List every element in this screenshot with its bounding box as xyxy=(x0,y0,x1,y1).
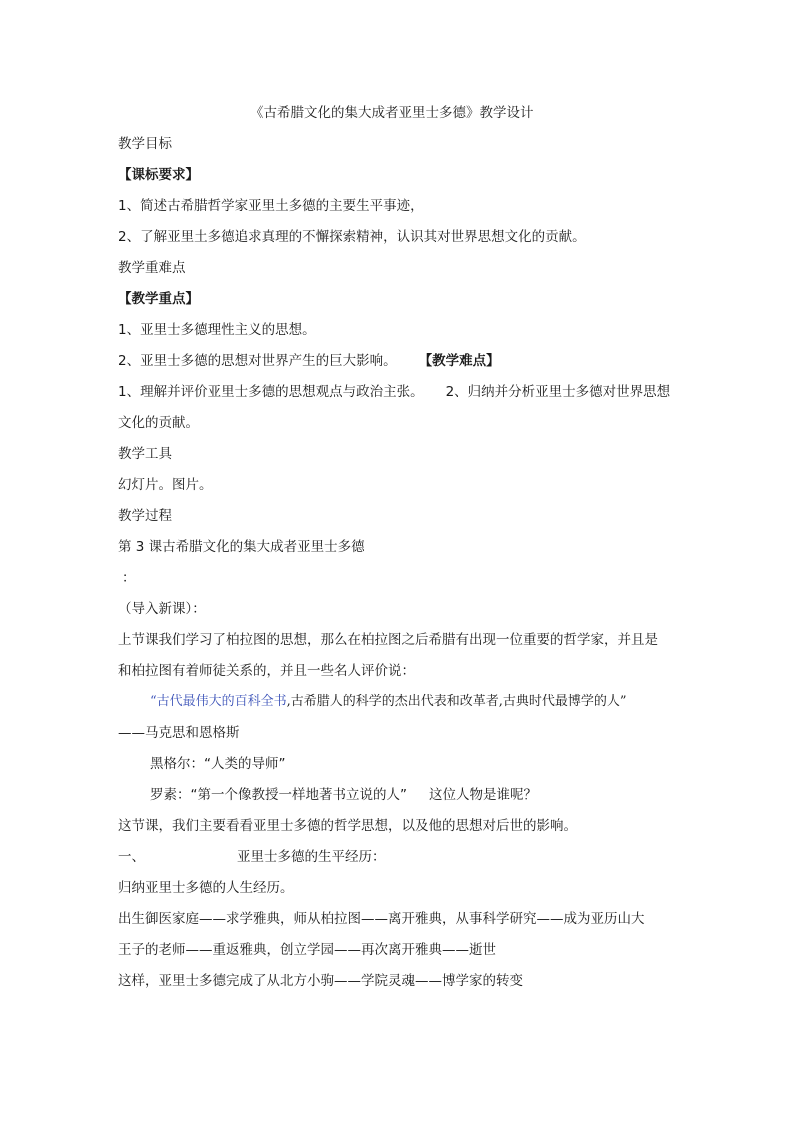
russell-quote-row xyxy=(150,786,537,804)
difficulty-heading: 【教学难点】 xyxy=(418,353,500,369)
tools-text: 幻灯片。图片。 xyxy=(118,477,213,493)
section-number: 一、 xyxy=(118,849,145,865)
section-heading xyxy=(118,848,386,866)
keypoints-heading: 教学重难点 xyxy=(118,260,186,276)
life-timeline-line-1: 出生御医家庭——求学雅典，师从柏拉图——离开雅典，从事科学研究——成为亚历山大 xyxy=(118,911,645,927)
intro-paragraph-line-2: 和柏拉图有着师徒关系的，并且一些名人评价说： xyxy=(118,663,415,679)
focus-item-1: 1、亚里士多德理性主义的思想。 xyxy=(118,322,316,338)
curriculum-item-2: 2、了解亚里土多德追求真理的不懈探索精神，认识其对世界思想文化的贡献。 xyxy=(118,229,586,245)
summary-prompt: 归纳亚里士多德的人生经历。 xyxy=(118,880,294,896)
difficulty-item-1: 1、理解并评价亚里士多德的思想观点与政治主张。 xyxy=(118,384,424,400)
document-title: 《古希腊文化的集大成者亚里士多德》教学设计 xyxy=(250,105,534,121)
hegel-quote: 黑格尔：“人类的导师” xyxy=(150,756,286,772)
section-title: 亚里士多德的生平经历： xyxy=(237,849,386,865)
curriculum-item-1: 1、简述古希腊哲学家亚里土多德的主要生平事迹， xyxy=(118,198,424,214)
quote-source: ——马克思和恩格斯 xyxy=(118,725,240,741)
quote-highlight: “古代最伟大的百科全书 xyxy=(150,694,287,709)
quote-text: ,古希腊人的科学的杰出代表和改革者,古典时代最博学的人” xyxy=(286,694,627,709)
quote-line xyxy=(150,693,627,711)
intro-paragraph-line-1: 上节课我们学习了柏拉图的思想，那么在柏拉图之后希腊有出现一位重要的哲学家，并且是 xyxy=(118,632,658,648)
focus-item-2: 2、亚里士多德的思想对世界产生的巨大影响。 xyxy=(118,353,397,369)
difficulty-item-2: 2、归纳并分析亚里士多德对世界思想 xyxy=(445,384,671,400)
lesson-title: 第 3 课古希腊文化的集大成者亚里士多德 xyxy=(118,539,365,555)
focus-item-2-row xyxy=(118,352,500,370)
colon-line: ： xyxy=(122,570,136,586)
tools-heading: 教学工具 xyxy=(118,446,172,462)
who-question: 这位人物是谁呢？ xyxy=(429,787,537,803)
process-heading: 教学过程 xyxy=(118,508,172,524)
difficulty-row xyxy=(118,383,670,401)
conclusion: 这样，亚里士多德完成了从北方小驹——学院灵魂——博学家的转变 xyxy=(118,973,523,989)
life-timeline-line-2: 王子的老师——重返雅典，创立学园——再次离开雅典——逝世 xyxy=(118,942,496,958)
russell-quote: 罗素：“第一个像教授一样地著书立说的人” xyxy=(150,787,407,803)
intro-heading: （导入新课）： xyxy=(118,601,206,617)
curriculum-heading: 【课标要求】 xyxy=(118,167,199,183)
objectives-heading: 教学目标 xyxy=(118,136,172,152)
difficulty-item-2-continued: 文化的贡献。 xyxy=(118,415,199,431)
focus-heading: 【教学重点】 xyxy=(118,291,199,307)
lesson-focus: 这节课，我们主要看看亚里士多德的哲学思想，以及他的思想对后世的影响。 xyxy=(118,818,577,834)
